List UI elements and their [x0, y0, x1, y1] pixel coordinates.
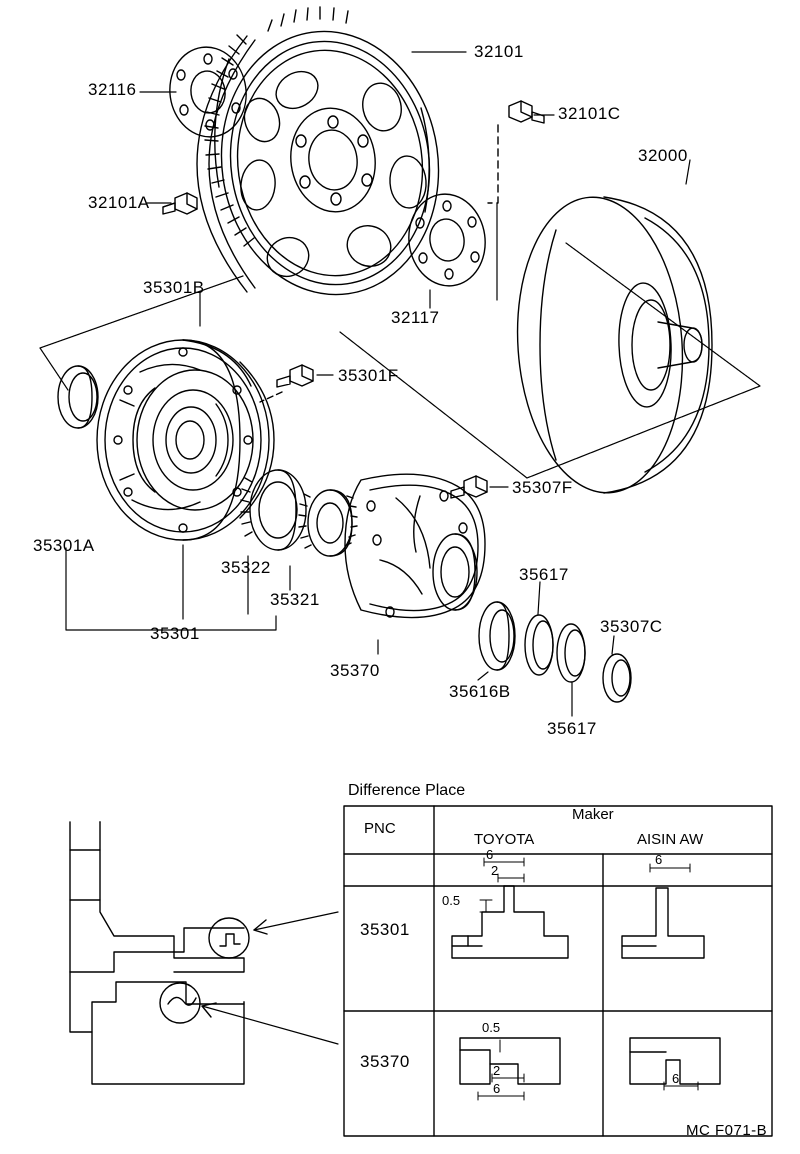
table-header-toyota: TOYOTA [474, 831, 535, 848]
part-label-35307c: 35307C [600, 617, 663, 636]
dim-lines-35370-aisin [664, 1082, 698, 1090]
dim-35370-toyota-0-5: 0.5 [482, 1020, 501, 1035]
part-label-35301b: 35301B [143, 278, 205, 297]
part-label-35617-bottom: 35617 [547, 719, 597, 738]
part-label-32101: 32101 [474, 42, 524, 61]
part-label-35301f: 35301F [338, 366, 399, 385]
bolt-35307f [451, 476, 487, 498]
bolt-35301f [277, 365, 313, 387]
dim-35301-toyota-0-5: 0.5 [442, 893, 461, 908]
part-label-35301: 35301 [150, 624, 200, 643]
oil-seal-35301a [58, 366, 98, 428]
profile-35301-toyota [452, 886, 568, 958]
part-label-32117: 32117 [391, 308, 440, 327]
table-header-aisin-aw: AISIN AW [637, 831, 704, 848]
profile-35301-aisin [622, 888, 704, 958]
part-label-35321: 35321 [270, 590, 320, 609]
drive-gear-35321 [299, 490, 357, 556]
oil-pump-body-35301 [97, 340, 274, 540]
driven-gear-35322 [241, 470, 306, 550]
part-label-35301a: 35301A [33, 536, 95, 555]
footer-code: MC F071-B [686, 1122, 768, 1139]
exploded-dash-frame [40, 203, 760, 478]
part-label-35617-top: 35617 [519, 565, 569, 584]
dim-35370-toyota-2: 2 [493, 1063, 501, 1078]
pump-cover-35370 [345, 474, 485, 617]
dim-lines-35370-toyota [478, 1040, 524, 1100]
dim-lines-35301-toyota [480, 858, 524, 912]
difference-table-grid [344, 806, 772, 1136]
bolt-32101c [509, 101, 544, 123]
dim-35301-aisin-6: 6 [655, 852, 663, 867]
spacer-32117 [403, 189, 491, 291]
profile-35370-toyota [460, 1038, 560, 1084]
part-label-35370: 35370 [330, 661, 380, 680]
table-header-maker: Maker [572, 806, 614, 823]
seal-35616b [479, 602, 515, 670]
difference-table-caption: Difference Place [348, 782, 466, 799]
torque-converter-32000 [508, 192, 712, 499]
dim-35370-toyota-6: 6 [493, 1081, 501, 1096]
part-label-35616b: 35616B [449, 682, 511, 701]
part-label-32000: 32000 [638, 146, 688, 165]
case-section-drawing [70, 822, 338, 1084]
table-cell-pnc-35370: 35370 [360, 1052, 410, 1071]
table-header-pnc: PNC [364, 820, 396, 837]
seal-35307c [603, 654, 631, 702]
seal-ring-35617-a [525, 615, 553, 675]
dim-35370-aisin-6: 6 [672, 1071, 680, 1086]
dim-35301-toyota-2: 2 [491, 863, 499, 878]
table-cell-pnc-35301: 35301 [360, 920, 410, 939]
part-label-32116: 32116 [88, 80, 137, 99]
part-label-35307f: 35307F [512, 478, 573, 497]
part-label-32101a: 32101A [88, 193, 150, 212]
part-label-35322: 35322 [221, 558, 271, 577]
seal-ring-35617-b [557, 624, 585, 682]
part-label-32101c: 32101C [558, 104, 621, 123]
dim-35301-toyota-6: 6 [486, 847, 494, 862]
